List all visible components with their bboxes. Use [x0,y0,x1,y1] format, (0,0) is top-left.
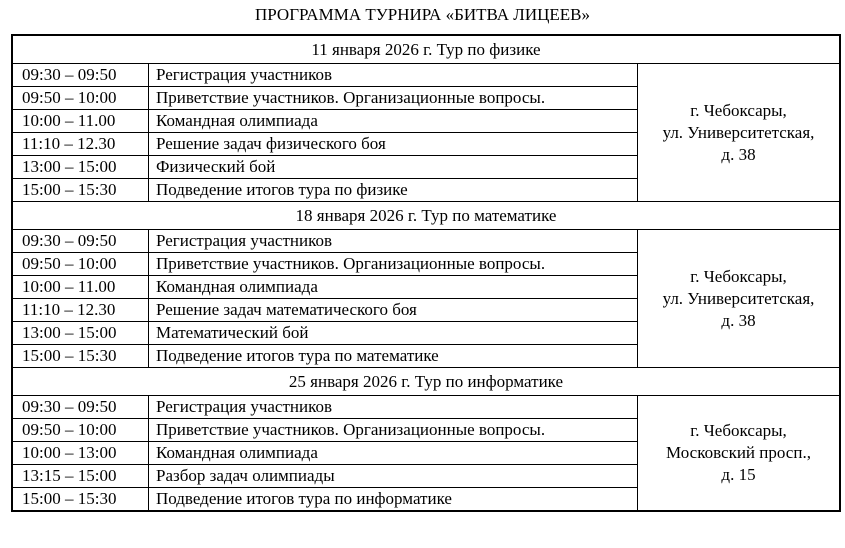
time-cell: 09:30 – 09:50 [13,230,149,253]
event-cell: Подведение итогов тура по информатике [149,488,638,511]
time-cell: 10:00 – 11.00 [13,276,149,299]
event-cell: Физический бой [149,156,638,179]
time-cell: 09:50 – 10:00 [13,87,149,110]
schedule-table [12,35,840,511]
schedule-row [13,64,840,87]
time-cell: 09:50 – 10:00 [13,419,149,442]
location-cell [638,396,840,511]
time-cell: 13:00 – 15:00 [13,156,149,179]
event-cell: Решение задач физического боя [149,133,638,156]
event-cell: Регистрация участников [149,396,638,419]
time-cell: 09:30 – 09:50 [13,64,149,87]
event-cell: Приветствие участников. Организационные вопросы. [149,253,638,276]
location-line: ул. Университетская, [662,288,815,308]
page-title: ПРОГРАММА ТУРНИРА «БИТВА ЛИЦЕЕВ» [254,5,590,24]
event-cell: Регистрация участников [149,230,638,253]
time-cell: 15:00 – 15:30 [13,345,149,368]
day-header: 18 января 2026 г. Тур по математике [13,202,840,230]
location-line: г. Чебоксары, [690,421,787,440]
location-line: д. 38 [721,310,756,330]
location-line: д. 15 [721,465,756,484]
time-cell: 15:00 – 15:30 [13,488,149,511]
location-line: Московский просп., [666,443,811,462]
location-cell [638,64,840,202]
day-header: 11 января 2026 г. Тур по физике [13,36,840,64]
time-cell: 13:15 – 15:00 [13,465,149,488]
event-cell: Разбор задач олимпиады [149,465,638,488]
schedule-row [13,396,840,419]
event-cell: Решение задач математического боя [149,299,638,322]
location-line: г. Чебоксары, [690,266,787,286]
day-header-row [13,368,840,396]
time-cell: 09:50 – 10:00 [13,253,149,276]
event-cell: Приветствие участников. Организационные вопросы. [149,87,638,110]
event-cell: Математический бой [149,322,638,345]
location-line: д. 38 [721,144,756,164]
location-line: ул. Университетская, [662,122,815,142]
time-cell: 11:10 – 12.30 [13,299,149,322]
event-cell: Командная олимпиада [149,442,638,465]
time-cell: 10:00 – 11.00 [13,110,149,133]
day-header-row [13,202,840,230]
location-cell [638,230,840,368]
time-cell: 13:00 – 15:00 [13,322,149,345]
time-cell: 10:00 – 13:00 [13,442,149,465]
day-header-row [13,36,840,64]
schedule-row [13,230,840,253]
time-cell: 11:10 – 12.30 [13,133,149,156]
day-header: 25 января 2026 г. Тур по информатике [13,368,840,396]
time-cell: 15:00 – 15:30 [13,179,149,202]
event-cell: Командная олимпиада [149,110,638,133]
location-line: г. Чебоксары, [690,100,787,120]
event-cell: Регистрация участников [149,64,638,87]
event-cell: Подведение итогов тура по математике [149,345,638,368]
event-cell: Приветствие участников. Организационные вопросы. [149,419,638,442]
event-cell: Подведение итогов тура по физике [149,179,638,202]
time-cell: 09:30 – 09:50 [13,396,149,419]
event-cell: Командная олимпиада [149,276,638,299]
